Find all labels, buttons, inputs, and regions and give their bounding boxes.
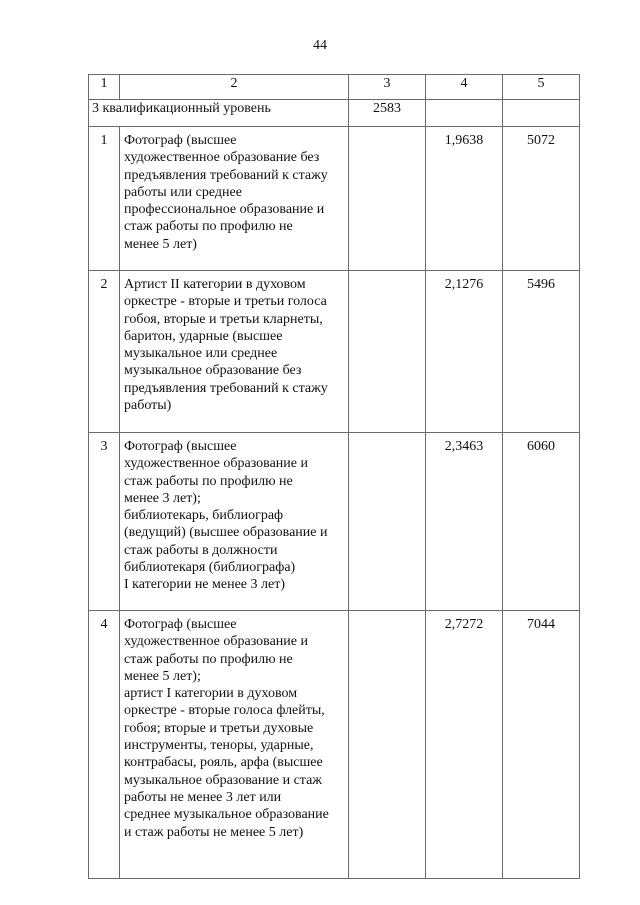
column-header: 3 — [349, 75, 426, 100]
description-line: баритон, ударные (высшее — [124, 328, 283, 344]
description-line: предъявления требований к стажу — [124, 380, 328, 396]
description-line: стаж работы по профилю не — [124, 219, 293, 235]
description-line: и стаж работы не менее 5 лет) — [124, 824, 304, 840]
description-line: музыкальное образование и стаж — [124, 772, 322, 788]
description-line: Фотограф (высшее — [124, 617, 237, 632]
description-line: Фотограф (высшее — [124, 439, 237, 454]
column-header: 1 — [89, 75, 120, 100]
position-description — [120, 127, 349, 271]
salary-value: 5072 — [503, 127, 580, 271]
description-line: профессиональное образование и — [124, 202, 325, 218]
description-line: артист I категории в духовом — [124, 686, 298, 702]
row-number: 3 — [89, 433, 120, 611]
description-line: инструменты, теноры, ударные, — [124, 738, 314, 754]
description-line: работы) — [124, 398, 172, 414]
description-line: библиотекарь, библиограф — [124, 508, 284, 524]
description-line: гобоя; вторые и третьи духовые — [124, 720, 314, 736]
description-line: гобоя, вторые и третьи кларнеты, — [124, 311, 323, 327]
column-header: 2 — [120, 75, 349, 100]
salary-value: 5496 — [503, 271, 580, 433]
position-description — [120, 271, 349, 433]
coefficient-value: 2,7272 — [426, 611, 503, 879]
table-row — [89, 127, 580, 271]
salary-value: 7044 — [503, 611, 580, 879]
description-line: I категории не менее 3 лет) — [124, 577, 285, 593]
description-line: музыкальное или среднее — [124, 346, 278, 362]
empty-cell — [426, 100, 503, 127]
table-row — [89, 271, 580, 433]
qualification-level-row — [89, 100, 580, 127]
description-line: стаж работы по профилю не — [124, 651, 293, 667]
page-number: 44 — [313, 38, 327, 53]
header-row — [89, 75, 580, 100]
coefficient-value: 1,9638 — [426, 127, 503, 271]
description-line: работы не менее 3 лет или — [124, 789, 282, 805]
description-line: предъявления требований к стажу — [124, 167, 328, 183]
description-line: стаж работы по профилю не — [124, 473, 293, 489]
empty-cell — [349, 127, 426, 271]
description-line: контрабасы, рояль, арфа (высшее — [124, 755, 323, 771]
description-line: работы или среднее — [124, 184, 242, 200]
empty-cell — [503, 100, 580, 127]
description-line: оркестре - вторые голоса флейты, — [124, 703, 325, 719]
description-line: оркестре - вторые и третьи голоса — [124, 294, 327, 310]
table-row — [89, 433, 580, 611]
description-line: (ведущий) (высшее образование и — [124, 525, 328, 541]
qualification-level-value: 2583 — [349, 100, 426, 127]
row-number: 2 — [89, 271, 120, 433]
empty-cell — [349, 271, 426, 433]
position-description — [120, 433, 349, 611]
table-row — [89, 611, 580, 879]
description-line: Артист II категории в духовом — [124, 277, 306, 292]
description-line: менее 5 лет) — [124, 236, 197, 252]
description-line: среднее музыкальное образование — [124, 807, 329, 823]
column-header: 5 — [503, 75, 580, 100]
description-line: художественное образование и — [124, 456, 308, 472]
description-line: библиотекаря (библиографа) — [124, 560, 296, 576]
description-line: Фотограф (высшее — [124, 133, 237, 148]
coefficient-value: 2,3463 — [426, 433, 503, 611]
description-line: художественное образование без — [124, 150, 320, 166]
description-line: менее 3 лет); — [124, 490, 201, 506]
salary-value: 6060 — [503, 433, 580, 611]
column-header: 4 — [426, 75, 503, 100]
description-line: стаж работы в должности — [124, 542, 278, 558]
position-description — [120, 611, 349, 879]
empty-cell — [349, 433, 426, 611]
qualification-level-label: 3 квалификационный уровень — [89, 100, 349, 127]
empty-cell — [349, 611, 426, 879]
description-line: художественное образование и — [124, 634, 308, 650]
row-number: 1 — [89, 127, 120, 271]
qualification-table — [88, 74, 580, 879]
description-line: музыкальное образование без — [124, 363, 302, 379]
row-number: 4 — [89, 611, 120, 879]
description-line: менее 5 лет); — [124, 668, 201, 684]
coefficient-value: 2,1276 — [426, 271, 503, 433]
